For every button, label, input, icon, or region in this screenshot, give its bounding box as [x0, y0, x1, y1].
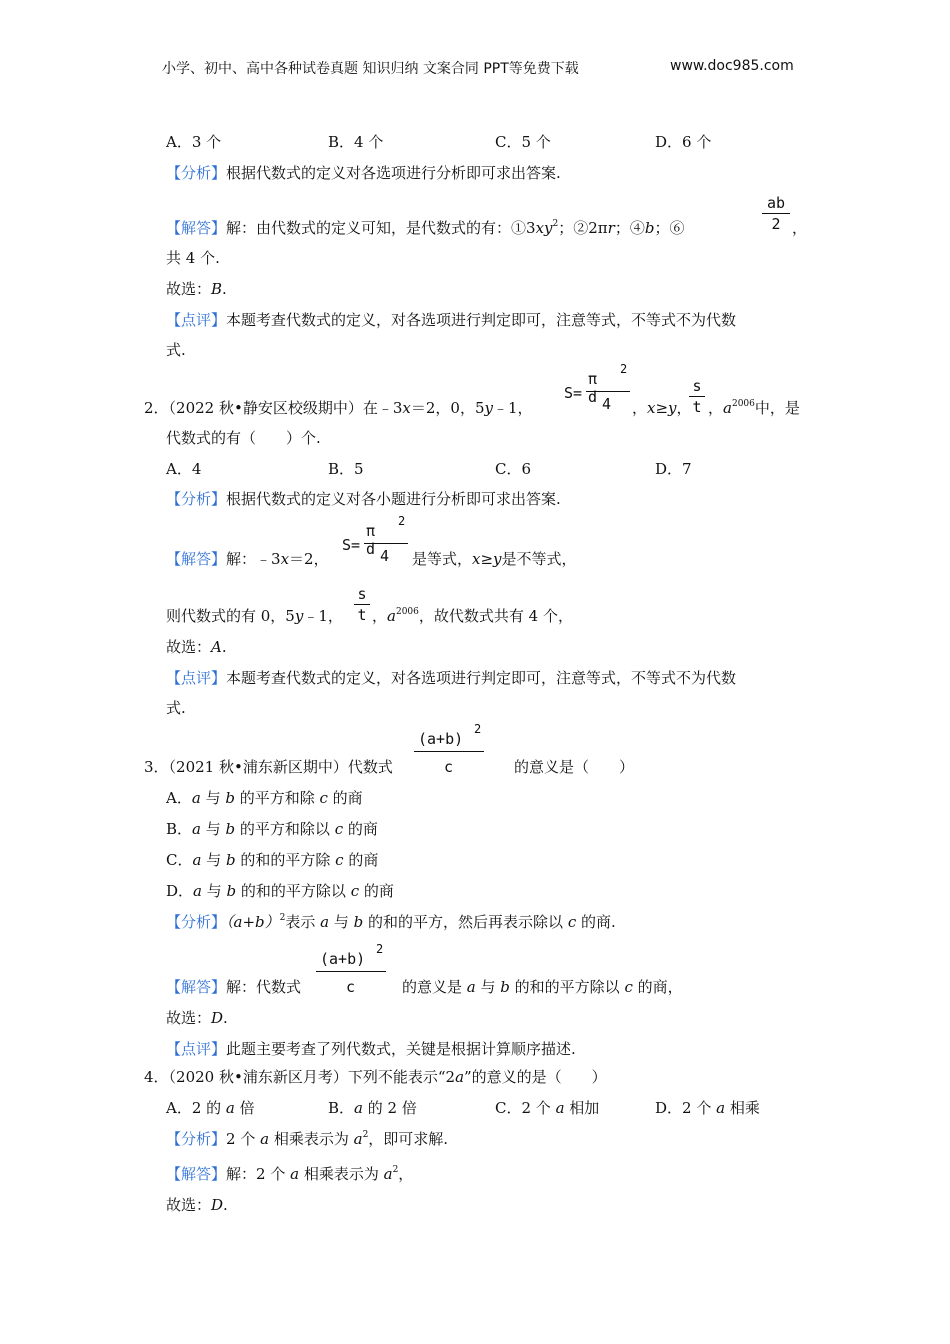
- q4-analysis: [166, 1129, 448, 1149]
- analysis-label: 【分析】: [166, 164, 227, 182]
- q1-item4: ④: [629, 219, 645, 237]
- q3-an-c: 的和的平方，然后再表示除以: [363, 913, 568, 931]
- q2-stem-pre: （2022 秋•静安区校级期中）在﹣3: [168, 399, 403, 417]
- q1-sep3: ；: [654, 219, 670, 237]
- fraction-bar: [316, 971, 386, 972]
- q1-item1: ①3: [511, 219, 536, 237]
- var-b: b: [226, 882, 237, 900]
- var-a: a: [192, 820, 201, 838]
- q3-stem-post: 的意义是（ ）: [514, 758, 635, 776]
- option-text: 相乘: [725, 1099, 760, 1117]
- option-letter: B．: [166, 820, 193, 838]
- q2-choice-end: .: [221, 638, 227, 656]
- analysis-label: 【分析】: [166, 1130, 227, 1148]
- q2-stem: [144, 398, 533, 418]
- q4-an-v: a: [260, 1130, 270, 1148]
- q1-frac-den: 2: [771, 215, 781, 233]
- option-text: 倍: [234, 1099, 255, 1117]
- q2-sol2-c: ，故代数式共有 4 个，: [418, 607, 573, 625]
- q1-option-d: D．6 个: [655, 133, 712, 151]
- var-c: c: [334, 820, 344, 838]
- q3-comment: [166, 1039, 576, 1059]
- q2-stem-y: y: [484, 399, 493, 417]
- q2-sol-c: 是不等式，: [501, 550, 577, 568]
- q2-sol-a: ＝2，: [289, 550, 329, 568]
- q1-choice-pre: 故选：: [166, 280, 212, 298]
- q2-sol-st-num: s: [357, 585, 367, 603]
- q3-an-vc: c: [567, 913, 577, 931]
- var-c: c: [319, 789, 328, 807]
- var-c: c: [335, 851, 344, 869]
- q2-s-num: π d: [588, 370, 598, 406]
- option-text: A．2 的: [166, 1099, 226, 1117]
- q4-solution: [166, 1164, 413, 1184]
- solution-label: 【解答】: [166, 550, 227, 568]
- q1-item2: ②2π: [573, 219, 608, 237]
- option-text: D．2 个: [655, 1099, 717, 1117]
- q3-sol-frac-den: c: [346, 978, 356, 996]
- fraction-bar: [689, 396, 705, 397]
- q1-option-c: C．5 个: [495, 133, 551, 151]
- q4-an-base: a: [353, 1130, 363, 1148]
- q4-an-exp: 2: [362, 1130, 369, 1140]
- q4-stem-text: （2020 秋•浦东新区月考）下列不能表示“2: [168, 1068, 456, 1086]
- option-text: 与: [201, 882, 227, 900]
- q3-option-b: [166, 819, 378, 839]
- q2-sol2-exp: 2006: [395, 607, 419, 617]
- q4-choice-end: .: [223, 1196, 228, 1214]
- q3-choice: [166, 1008, 228, 1028]
- q1-solution-line2: 共 4 个.: [166, 249, 220, 267]
- solution-label: 【解答】: [166, 219, 227, 237]
- q3-stem-pre: （2021 秋•浦东新区期中）代数式: [168, 758, 393, 776]
- q3-an-expr: （a+b）: [226, 913, 280, 931]
- q3-sol-post-d: 的商，: [632, 978, 683, 996]
- q2-solution: [166, 549, 329, 569]
- q4-an-post: ，即可求解.: [368, 1130, 449, 1148]
- var-b: b: [225, 851, 236, 869]
- q3-an-va: a: [320, 913, 330, 931]
- q1-solution: [166, 218, 685, 238]
- q2-stem-f: 中，是: [754, 399, 800, 417]
- var-a: a: [354, 1099, 363, 1117]
- option-text: 的平方和除: [234, 789, 320, 807]
- q2-choice-pre: 故选：: [166, 638, 212, 656]
- q3-sol-post-a: 的意义是: [402, 978, 467, 996]
- q2-sol-s-lhs: S=: [342, 536, 361, 554]
- q4-choice: [166, 1195, 228, 1215]
- q3-frac-num: (a+b): [418, 730, 464, 748]
- q2-stem-e: ，: [708, 399, 724, 417]
- q2-sol2-y: y: [294, 607, 304, 625]
- q2-stem-ineq: x≥y: [647, 399, 677, 417]
- q2-stem-base: a: [723, 399, 732, 417]
- q1-comment-line2: 式.: [166, 341, 186, 359]
- option-text: 的和的平方除以: [236, 882, 351, 900]
- q3-frac-exp: 2: [474, 722, 482, 736]
- q2-choice: [166, 637, 227, 657]
- q2-option-d: D．7: [655, 460, 692, 478]
- q1-item2-var: r: [607, 219, 615, 237]
- q2-sol-pre: 解：﹣3: [226, 550, 281, 568]
- q4-number: 4．: [144, 1068, 169, 1086]
- q3-choice-pre: 故选：: [166, 1009, 212, 1027]
- fraction-bar: [354, 604, 370, 605]
- q2-analysis-text: 根据代数式的定义对各小题进行分析即可求出答案.: [226, 490, 561, 508]
- q3-solution-post: [402, 977, 683, 997]
- q3-option-d: [166, 881, 394, 901]
- q1-option-a: A．3 个: [166, 133, 222, 151]
- q3-an-d: 的商.: [576, 913, 616, 931]
- option-text: 的平方和除以: [235, 820, 335, 838]
- q1-option-b: B．4 个: [328, 133, 384, 151]
- fraction-bar: [414, 751, 484, 752]
- q4-option-a: [166, 1098, 255, 1118]
- q3-solution: [166, 977, 301, 997]
- q2-s-den: 4: [602, 395, 612, 413]
- var-a: a: [192, 851, 202, 869]
- q3-an-exp: 2: [279, 913, 286, 923]
- q1-analysis-text: 根据代数式的定义对各选项进行分析即可求出答案.: [226, 164, 561, 182]
- q4-sol-v: a: [290, 1165, 300, 1183]
- q3-sol-post-c: 的和的平方除以: [509, 978, 625, 996]
- q2-stem-b: ﹣1，: [492, 399, 533, 417]
- var-b: b: [225, 789, 235, 807]
- comment-label: 【点评】: [166, 311, 227, 329]
- q2-sol2-a: ﹣1，: [303, 607, 343, 625]
- q3-choice-end: .: [223, 1009, 228, 1027]
- q2-fraction-s-over-t: [689, 377, 705, 416]
- header-left: 小学、初中、高中各种试卷真题 知识归纳 文案合同 PPT等免费下载: [162, 61, 579, 77]
- q2-stem-end: [708, 398, 800, 418]
- option-text: C．2 个: [495, 1099, 556, 1117]
- q3-number: 3．: [144, 758, 169, 776]
- q3-frac-den: c: [444, 758, 454, 776]
- q2-sol-fraction-s-over-t: [354, 585, 370, 624]
- q2-stem-line2: 代数式的有（ ）个.: [166, 429, 321, 447]
- option-text: 的 2 倍: [362, 1099, 417, 1117]
- q2-stem-a: ＝2，0，5: [410, 399, 485, 417]
- q2-comment: [166, 668, 736, 688]
- q3-analysis: [166, 912, 616, 932]
- q1-sep1: ；: [558, 219, 574, 237]
- q2-sol-x: x: [280, 550, 290, 568]
- q2-comment-text: 本题考查代数式的定义，对各选项进行判定即可，注意等式，不等式不为代数: [226, 669, 737, 687]
- q3-choice-letter: D: [211, 1009, 224, 1027]
- analysis-label: 【分析】: [166, 913, 227, 931]
- var-a: a: [716, 1099, 726, 1117]
- option-text: 的商: [359, 882, 394, 900]
- option-text: 相加: [564, 1099, 600, 1117]
- q2-s-exp: 2: [620, 362, 628, 376]
- q1-choice-end: .: [222, 280, 227, 298]
- q2-option-a: A．4: [166, 460, 202, 478]
- var-b: b: [225, 820, 236, 838]
- q2-sol-s-exp: 2: [398, 514, 406, 528]
- q2-sol-s-den: 4: [380, 547, 390, 565]
- q2-sol-ineq: x≥y: [472, 550, 502, 568]
- q1-item1-exp: 2: [552, 219, 559, 229]
- q2-st-num: s: [692, 377, 702, 395]
- q2-s-lhs: S=: [564, 384, 583, 402]
- q1-solution-pre: 解：由代数式的定义可知，是代数式的有：: [226, 219, 512, 237]
- q3-option-a: [166, 788, 363, 808]
- q4-choice-letter: D: [211, 1196, 224, 1214]
- q3-sol-pre: 解：代数式: [226, 978, 302, 996]
- option-text: 的商: [343, 851, 379, 869]
- q2-stem-c: ，: [632, 399, 648, 417]
- q2-option-b: B．5: [328, 460, 364, 478]
- q2-stem-exp: 2006: [731, 399, 755, 409]
- solution-label: 【解答】: [166, 1165, 227, 1183]
- var-a: a: [193, 882, 202, 900]
- solution-label: 【解答】: [166, 978, 227, 996]
- q3-an-vb: b: [353, 913, 364, 931]
- q3-sol-vb: b: [500, 978, 510, 996]
- q4-stem-post: ”的意义的是（ ）: [464, 1068, 607, 1086]
- q1-frac-num: ab: [766, 194, 786, 212]
- q2-comment-line2: 式.: [166, 699, 186, 717]
- var-a: a: [555, 1099, 565, 1117]
- q4-option-b: [328, 1098, 417, 1118]
- q1-solution-end: ，: [792, 219, 808, 237]
- q2-solution-line2: [166, 606, 343, 626]
- q2-st-den: t: [692, 398, 702, 416]
- q1-item4-var: b: [644, 219, 655, 237]
- q1-item1-var: xy: [535, 219, 553, 237]
- comment-label: 【点评】: [166, 1040, 227, 1058]
- q2-sol-st-den: t: [357, 606, 367, 624]
- q2-sol-s-num: π d: [366, 522, 376, 558]
- q4-sol-base: a: [383, 1165, 393, 1183]
- fraction-bar: [364, 543, 408, 544]
- q4-choice-pre: 故选：: [166, 1196, 212, 1214]
- q1-choice-letter: B: [211, 280, 223, 298]
- q1-comment-text: 本题考查代数式的定义，对各选项进行判定即可，注意等式，不等式不为代数: [226, 311, 737, 329]
- var-a: a: [225, 1099, 235, 1117]
- q3-sol-post-b: 与: [475, 978, 501, 996]
- q3-an-a: 表示: [285, 913, 321, 931]
- q3-sol-frac-exp: 2: [376, 942, 384, 956]
- option-text: B．: [328, 1099, 355, 1117]
- option-letter: C．: [166, 851, 193, 869]
- q2-sol2-base: a: [387, 607, 396, 625]
- q1-item6: ⑥: [669, 219, 685, 237]
- q4-sol-post: ，: [398, 1165, 414, 1183]
- option-text: 与: [200, 789, 226, 807]
- q4-sol-exp: 2: [392, 1165, 399, 1175]
- q2-analysis: [166, 489, 561, 509]
- q2-stem-mid: [632, 398, 692, 418]
- option-text: 的商: [327, 789, 363, 807]
- q4-option-c: [495, 1098, 599, 1118]
- fraction-bar: [586, 391, 630, 392]
- option-text: 的和的平方除: [235, 851, 336, 869]
- q1-analysis: [166, 163, 561, 183]
- q4-stem: [144, 1067, 607, 1087]
- q1-fraction-ab-over-2: [762, 194, 790, 233]
- q2-sol-b: 是等式，: [412, 550, 473, 568]
- q1-sep2: ；: [614, 219, 630, 237]
- q2-sol2-b: ，: [372, 607, 388, 625]
- q3-an-b: 与: [329, 913, 354, 931]
- var-a: a: [191, 789, 201, 807]
- q2-stem-x: x: [402, 399, 411, 417]
- q3-stem: [144, 757, 393, 777]
- option-text: 与: [201, 851, 226, 869]
- q2-sol2-pre: 则代数式的有 0，5: [166, 607, 295, 625]
- q2-number: 2．: [144, 399, 169, 417]
- fraction-bar: [762, 213, 790, 214]
- q3-sol-va: a: [466, 978, 476, 996]
- q4-sol-mid: 相乘表示为: [299, 1165, 384, 1183]
- comment-label: 【点评】: [166, 669, 227, 687]
- q3-option-c: [166, 850, 378, 870]
- q4-an-pre: 2 个: [226, 1130, 261, 1148]
- q4-stem-var: a: [455, 1068, 465, 1086]
- q3-comment-text: 此题主要考查了列代数式，关键是根据计算顺序描述.: [226, 1040, 576, 1058]
- q3-sol-frac-num: (a+b): [320, 950, 366, 968]
- q4-an-mid: 相乘表示为: [269, 1130, 354, 1148]
- q1-choice: [166, 279, 227, 299]
- q2-choice-letter: A: [211, 638, 222, 656]
- q3-sol-vc: c: [624, 978, 633, 996]
- option-text: 与: [200, 820, 226, 838]
- q2-stem-d: ，: [676, 399, 692, 417]
- option-letter: D．: [166, 882, 194, 900]
- q2-option-c: C．6: [495, 460, 532, 478]
- var-c: c: [350, 882, 360, 900]
- q2-solution-mid: [412, 549, 577, 569]
- q4-option-d: [655, 1098, 760, 1118]
- q2-solution-line2-end: [372, 606, 573, 626]
- header-url[interactable]: www.doc985.com: [670, 58, 794, 74]
- option-letter: A．: [166, 789, 192, 807]
- q4-sol-pre: 解：2 个: [226, 1165, 291, 1183]
- q1-comment: [166, 310, 736, 330]
- analysis-label: 【分析】: [166, 490, 227, 508]
- option-text: 的商: [343, 820, 378, 838]
